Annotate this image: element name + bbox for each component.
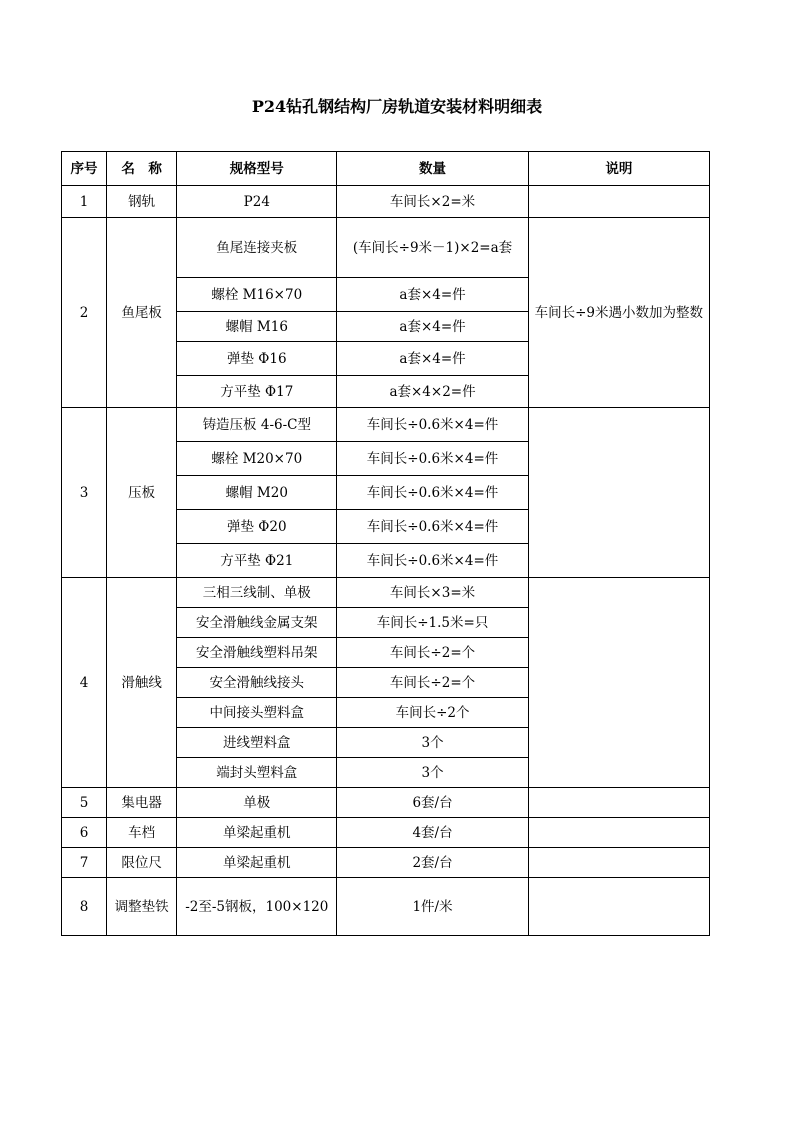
- row-no: 7: [62, 848, 107, 878]
- row-qty: 车间长÷2=个: [337, 638, 528, 668]
- row-spec: 三相三线制、单极: [177, 578, 337, 608]
- row-spec: 螺帽 M16: [177, 312, 337, 342]
- row-qty: 1件/米: [337, 878, 528, 936]
- row-qty: (车间长÷9米－1)×2=a套: [337, 218, 528, 278]
- row-spec: 安全滑触线接头: [177, 668, 337, 698]
- row-no: 2: [62, 218, 107, 408]
- row-spec: -2至-5钢板，100×120: [177, 878, 337, 936]
- row-qty: 4套/台: [337, 818, 528, 848]
- row-no: 4: [62, 578, 107, 788]
- row-note: 车间长÷9米遇小数加为整数: [528, 218, 709, 408]
- table-row: [62, 848, 710, 878]
- row-qty: 车间长÷2个: [337, 698, 528, 728]
- row-spec: 弹垫 Φ20: [177, 510, 337, 544]
- table-row: [62, 878, 710, 936]
- header-note: 说明: [528, 152, 709, 186]
- row-qty: 3个: [337, 758, 528, 788]
- table-row: [62, 788, 710, 818]
- row-spec: 螺栓 M16×70: [177, 278, 337, 312]
- row-qty: 2套/台: [337, 848, 528, 878]
- row-note: [528, 186, 709, 218]
- row-spec: 鱼尾连接夹板: [177, 218, 337, 278]
- row-no: 5: [62, 788, 107, 818]
- row-spec: 安全滑触线金属支架: [177, 608, 337, 638]
- row-no: 1: [62, 186, 107, 218]
- materials-table: [61, 151, 710, 936]
- header-spec: 规格型号: [177, 152, 337, 186]
- row-qty: a套×4=件: [337, 312, 528, 342]
- row-spec: 端封头塑料盒: [177, 758, 337, 788]
- row-qty: a套×4=件: [337, 342, 528, 376]
- table-row: [62, 408, 710, 442]
- table-row: [62, 218, 710, 278]
- row-qty: 车间长×3=米: [337, 578, 528, 608]
- row-qty: 车间长÷0.6米×4=件: [337, 442, 528, 476]
- row-spec: P24: [177, 186, 337, 218]
- row-qty: 车间长×2=米: [337, 186, 528, 218]
- row-spec: 单极: [177, 788, 337, 818]
- row-qty: 车间长÷0.6米×4=件: [337, 476, 528, 510]
- row-spec: 方平垫 Φ17: [177, 376, 337, 408]
- row-qty: 车间长÷0.6米×4=件: [337, 510, 528, 544]
- row-name: 钢轨: [107, 186, 177, 218]
- row-name: 滑触线: [107, 578, 177, 788]
- row-spec: 安全滑触线塑料吊架: [177, 638, 337, 668]
- row-no: 3: [62, 408, 107, 578]
- row-name: 车档: [107, 818, 177, 848]
- row-note: [528, 408, 709, 578]
- row-name: 鱼尾板: [107, 218, 177, 408]
- row-name: 调整垫铁: [107, 878, 177, 936]
- row-spec: 螺栓 M20×70: [177, 442, 337, 476]
- row-spec: 弹垫 Φ16: [177, 342, 337, 376]
- document-title: P24钻孔钢结构厂房轨道安装材料明细表: [251, 97, 543, 116]
- row-qty: 3个: [337, 728, 528, 758]
- row-name: 集电器: [107, 788, 177, 818]
- row-qty: a套×4×2=件: [337, 376, 528, 408]
- row-no: 8: [62, 878, 107, 936]
- row-note: [528, 578, 709, 788]
- table-row: [62, 818, 710, 848]
- row-spec: 方平垫 Φ21: [177, 544, 337, 578]
- header-no: 序号: [62, 152, 107, 186]
- row-name: 限位尺: [107, 848, 177, 878]
- row-name: 压板: [107, 408, 177, 578]
- row-note: [528, 788, 709, 818]
- row-note: [528, 848, 709, 878]
- table-row: [62, 578, 710, 608]
- row-spec: 进线塑料盒: [177, 728, 337, 758]
- row-qty: 车间长÷0.6米×4=件: [337, 544, 528, 578]
- table-row: [62, 186, 710, 218]
- row-qty: 车间长÷1.5米=只: [337, 608, 528, 638]
- row-note: [528, 818, 709, 848]
- row-spec: 中间接头塑料盒: [177, 698, 337, 728]
- row-spec: 铸造压板 4-6-C型: [177, 408, 337, 442]
- row-spec: 螺帽 M20: [177, 476, 337, 510]
- row-qty: a套×4=件: [337, 278, 528, 312]
- row-qty: 车间长÷2=个: [337, 668, 528, 698]
- header-qty: 数量: [337, 152, 528, 186]
- header-row: [62, 152, 710, 186]
- header-name: 名 称: [107, 152, 177, 186]
- row-spec: 单梁起重机: [177, 848, 337, 878]
- row-note: [528, 878, 709, 936]
- row-qty: 车间长÷0.6米×4=件: [337, 408, 528, 442]
- row-no: 6: [62, 818, 107, 848]
- row-spec: 单梁起重机: [177, 818, 337, 848]
- row-qty: 6套/台: [337, 788, 528, 818]
